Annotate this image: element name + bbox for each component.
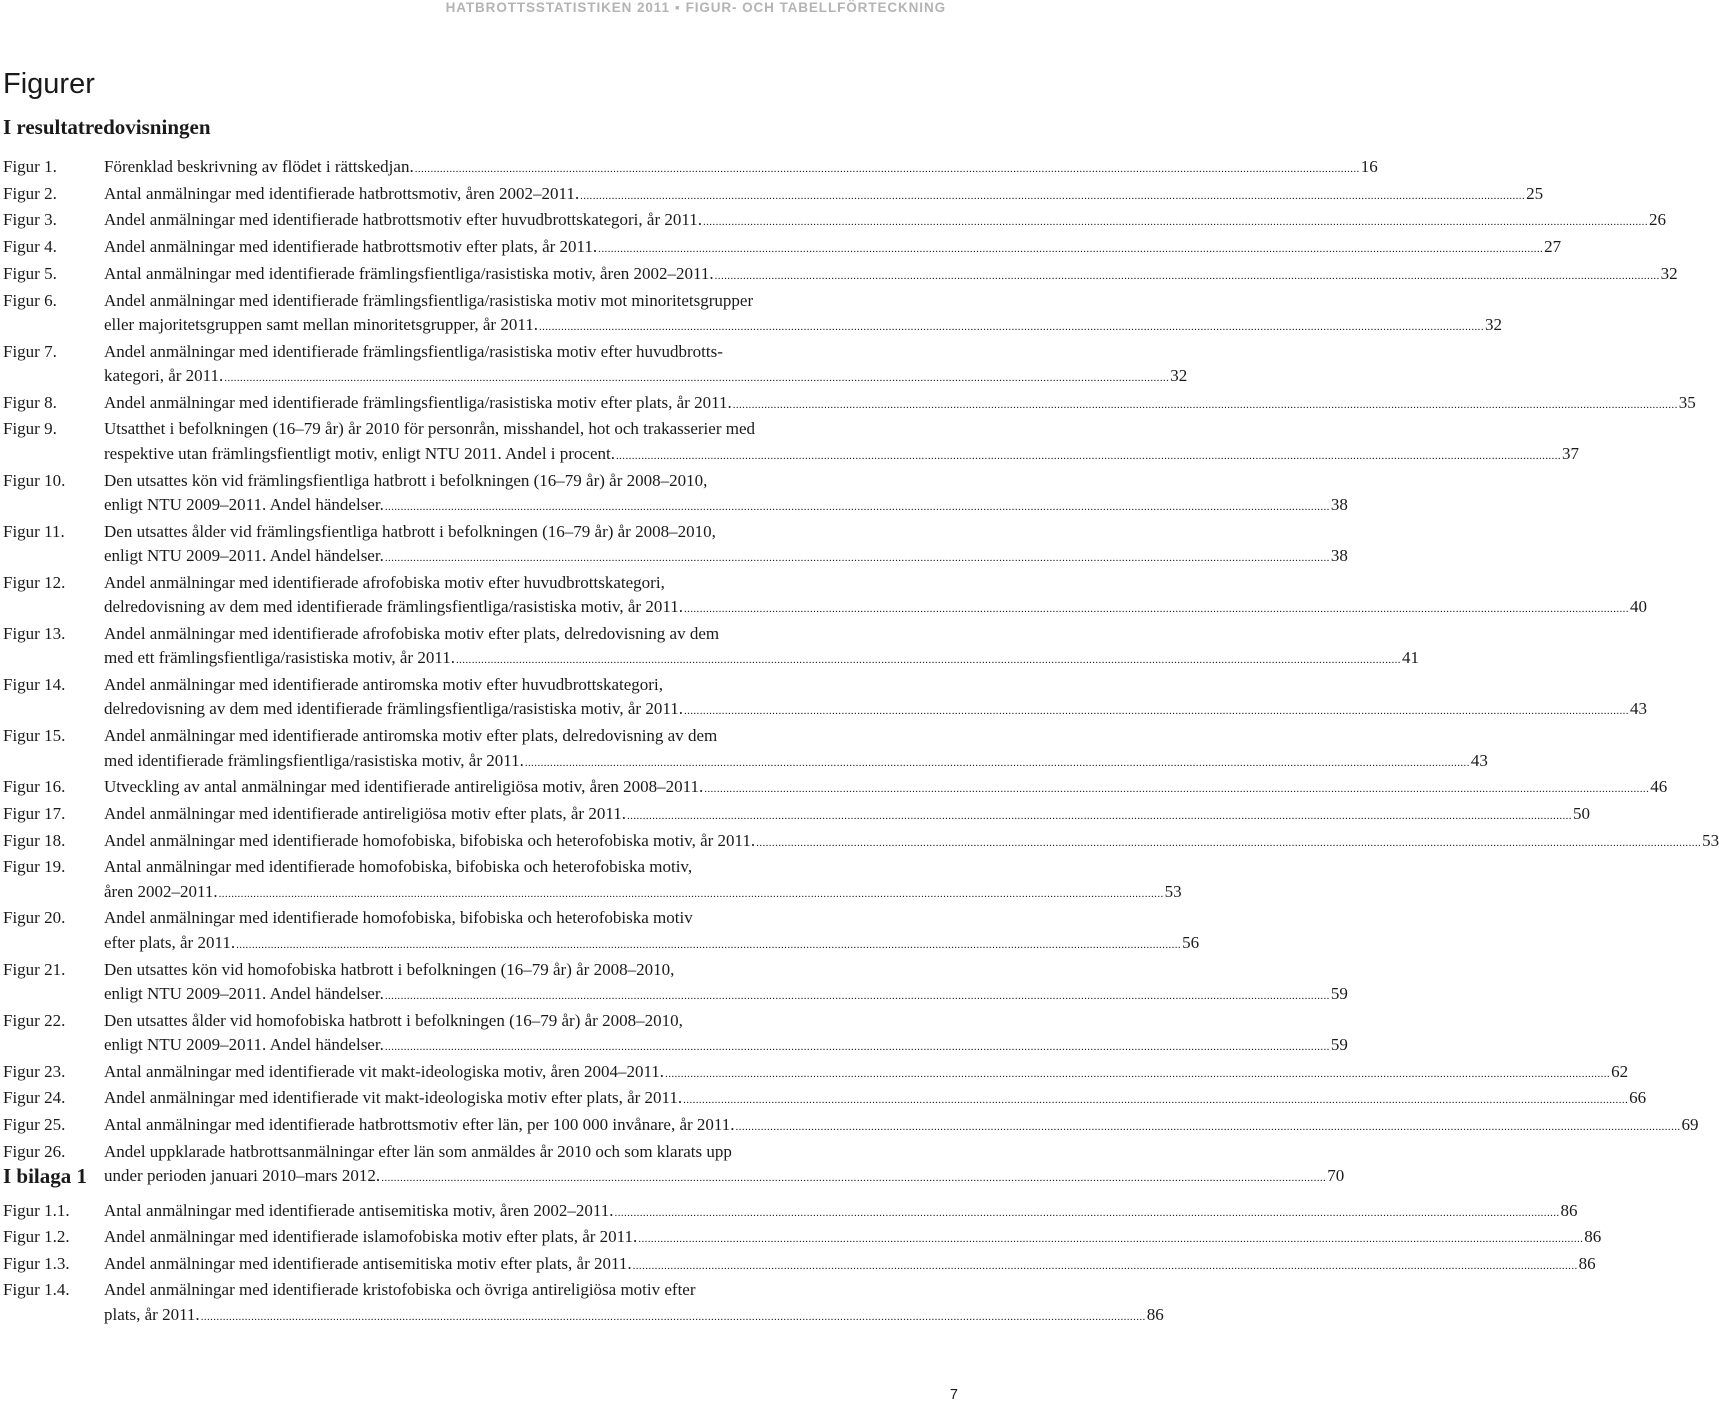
dot-leader: ............................................................................................................................................................................................................................................................................................................ <box>384 500 1330 513</box>
page-reference[interactable]: 86 <box>1584 1227 1602 1247</box>
dot-leader: ............................................................................................................................................................................................................................................................................................................ <box>538 320 1484 333</box>
caption-line <box>104 906 960 930</box>
caption-text: med ett främlingsfientliga/rasistiska motiv, år 2011. <box>104 648 455 668</box>
figure-label: Figur 21. <box>3 959 66 979</box>
figure-caption <box>104 155 1378 181</box>
toc-entry[interactable] <box>3 1278 1164 1329</box>
figure-label: Figur 12. <box>3 572 66 592</box>
caption-line <box>104 622 960 646</box>
caption-line <box>104 1033 1348 1059</box>
figure-label: Figur 15. <box>3 726 66 746</box>
figure-caption <box>104 622 1419 673</box>
figure-caption <box>104 1278 1164 1329</box>
caption-text: eller majoritetsgruppen samt mellan minoritetsgrupper, år 2011. <box>104 314 538 334</box>
figure-label: Figur 8. <box>3 392 57 412</box>
caption-line <box>104 493 1348 519</box>
figure-caption <box>104 673 1647 724</box>
dot-leader: ............................................................................................................................................................................................................................................................................................................ <box>626 809 1572 822</box>
page-reference[interactable]: 50 <box>1572 803 1590 823</box>
figure-caption <box>104 1252 1596 1278</box>
dot-leader: ............................................................................................................................................................................................................................................................................................................ <box>732 398 1678 411</box>
figure-caption <box>104 182 1544 208</box>
page-reference[interactable]: 25 <box>1526 183 1544 203</box>
caption-line <box>104 391 1696 417</box>
running-header <box>446 0 946 20</box>
toc-entry[interactable] <box>3 1060 1629 1086</box>
caption-text: Den utsattes ålder vid homofobiska hatbrott i befolkningen (16–79 år) år 2008–2010, <box>104 1010 683 1030</box>
page-reference[interactable]: 69 <box>1681 1115 1699 1135</box>
figure-caption <box>104 520 1348 571</box>
caption-line <box>104 417 960 441</box>
figure-label: Figur 3. <box>3 210 57 230</box>
dot-leader: ............................................................................................................................................................................................................................................................................................................ <box>704 783 1650 796</box>
page-reference[interactable]: 59 <box>1330 983 1348 1003</box>
page-reference[interactable]: 53 <box>1702 830 1719 850</box>
figure-caption <box>104 855 1182 906</box>
caption-line <box>104 469 960 493</box>
caption-text: Antal anmälningar med identifierade vit makt-ideologiska motiv, åren 2004–2011. <box>104 1061 665 1081</box>
caption-text: enligt NTU 2009–2011. Andel händelser. <box>104 494 384 514</box>
figure-caption <box>104 802 1590 828</box>
caption-line <box>104 1113 1699 1139</box>
figure-label: Figur 9. <box>3 419 57 439</box>
dot-leader: ............................................................................................................................................................................................................................................................................................................ <box>236 938 1182 951</box>
caption-text: Antal anmälningar med identifierade hatbrottsmotiv, åren 2002–2011. <box>104 183 580 203</box>
caption-text: Andel anmälningar med identifierade antireligiösa motiv efter plats, år 2011. <box>104 803 626 823</box>
figure-label: Figur 24. <box>3 1088 66 1108</box>
page-reference[interactable]: 26 <box>1648 210 1666 230</box>
section-title-resultatredovisningen: I resultatredovisningen <box>3 115 211 139</box>
caption-line <box>104 958 960 982</box>
page-reference[interactable]: 53 <box>1164 881 1182 901</box>
toc-entry[interactable] <box>3 855 1182 906</box>
caption-text: Utsatthet i befolkningen (16–79 år) år 2010 för personrån, misshandel, hot och trakasserier med <box>104 419 756 439</box>
caption-line <box>104 1303 1164 1329</box>
page-reference[interactable]: 38 <box>1330 494 1348 514</box>
figure-caption <box>104 775 1668 801</box>
header-separator: ▪ <box>674 0 681 15</box>
caption-line <box>104 1278 960 1302</box>
figure-label: Figur 20. <box>3 908 66 928</box>
page-reference[interactable]: 86 <box>1146 1304 1164 1324</box>
toc-entry[interactable] <box>3 571 1647 622</box>
toc-entry[interactable] <box>3 235 1562 261</box>
dot-leader: ............................................................................................................................................................................................................................................................................................................ <box>414 163 1360 175</box>
toc-entry[interactable] <box>3 622 1419 673</box>
figure-label: Figur 25. <box>3 1115 66 1135</box>
figure-caption <box>104 289 1502 340</box>
caption-text: Andel anmälningar med identifierade antisemitiska motiv efter plats, år 2011. <box>104 1253 632 1273</box>
figure-label: Figur 1.2. <box>3 1227 70 1247</box>
figure-label: Figur 17. <box>3 803 66 823</box>
page-reference[interactable]: 37 <box>1562 443 1579 463</box>
caption-text: kategori, år 2011. <box>104 366 224 386</box>
caption-text: Andel anmälningar med identifierade främlingsfientliga/rasistiska motiv efter plats, år 2011. <box>104 392 732 412</box>
toc-entry[interactable] <box>3 289 1502 340</box>
dot-leader: ............................................................................................................................................................................................................................................................................................................ <box>384 1041 1330 1054</box>
caption-text: Andel anmälningar med identifierade främlingsfientliga/rasistiska motiv efter huvudbrotts- <box>104 341 723 361</box>
figure-caption <box>104 571 1647 622</box>
dot-leader: ............................................................................................................................................................................................................................................................................................................ <box>580 189 1526 202</box>
page-reference[interactable]: 70 <box>1327 1166 1345 1186</box>
caption-line <box>104 982 1348 1008</box>
figure-caption <box>104 906 1200 957</box>
figure-label: Figur 1.4. <box>3 1280 70 1300</box>
dot-leader: ............................................................................................................................................................................................................................................................................................................ <box>683 1094 1629 1107</box>
toc-entry[interactable] <box>3 1199 1578 1225</box>
caption-text: Antal anmälningar med identifierade homofobiska, bifobiska och heterofobiska motiv, <box>104 857 693 877</box>
caption-text: åren 2002–2011. <box>104 881 218 901</box>
figure-label: Figur 7. <box>3 341 57 361</box>
caption-line <box>104 829 1719 855</box>
toc-entry[interactable] <box>3 262 1678 288</box>
caption-text: Andel anmälningar med identifierade islamofobiska motiv efter plats, år 2011. <box>104 1227 638 1247</box>
figure-label: Figur 4. <box>3 237 57 257</box>
caption-text: efter plats, år 2011. <box>104 932 236 952</box>
page-reference[interactable]: 59 <box>1330 1035 1348 1055</box>
caption-text: Andel anmälningar med identifierade hatbrottsmotiv efter huvudbrottskategori, år 2011. <box>104 210 702 230</box>
caption-text: delredovisning av dem med identifierade främlingsfientliga/rasistiska motiv, år 2011. <box>104 597 683 617</box>
caption-text: enligt NTU 2009–2011. Andel händelser. <box>104 983 384 1003</box>
caption-line <box>104 931 1200 957</box>
figure-list-bilaga-1 <box>3 1199 1602 1329</box>
caption-text: Andel anmälningar med identifierade antiromska motiv efter huvudbrottskategori, <box>104 674 663 694</box>
dot-leader: ............................................................................................................................................................................................................................................................................................................ <box>200 1310 1146 1323</box>
toc-entry[interactable] <box>3 155 1378 181</box>
caption-line <box>104 1252 1596 1278</box>
caption-text: enligt NTU 2009–2011. Andel händelser. <box>104 546 384 566</box>
dot-leader: ............................................................................................................................................................................................................................................................................................................ <box>381 1172 1327 1185</box>
caption-line <box>104 1086 1647 1112</box>
figure-caption <box>104 1140 1345 1191</box>
caption-text: Andel anmälningar med identifierade främlingsfientliga/rasistiska motiv mot minoritetsgrupper <box>104 290 754 310</box>
dot-leader: ............................................................................................................................................................................................................................................................................................................ <box>524 756 1470 769</box>
caption-line <box>104 646 1419 672</box>
figure-caption <box>104 1060 1629 1086</box>
dot-leader: ............................................................................................................................................................................................................................................................................................................ <box>702 216 1648 229</box>
caption-line <box>104 313 1502 339</box>
page-reference[interactable]: 32 <box>1484 314 1502 334</box>
toc-entry[interactable] <box>3 340 1188 391</box>
dot-leader: ............................................................................................................................................................................................................................................................................................................ <box>638 1233 1584 1246</box>
caption-text: Utveckling av antal anmälningar med identifierade antireligiösa motiv, åren 2008–2011. <box>104 777 704 797</box>
toc-entry[interactable] <box>3 802 1590 828</box>
toc-entry[interactable] <box>3 520 1348 571</box>
dot-leader: ............................................................................................................................................................................................................................................................................................................ <box>614 1207 1560 1219</box>
caption-line <box>104 262 1678 288</box>
figure-caption <box>104 208 1666 234</box>
caption-line <box>104 1164 1345 1190</box>
toc-entry[interactable] <box>3 906 1200 957</box>
caption-line <box>104 595 1647 621</box>
page-reference[interactable]: 41 <box>1401 648 1419 668</box>
caption-line <box>104 749 1488 775</box>
page-reference[interactable]: 62 <box>1611 1061 1629 1081</box>
caption-line <box>104 155 1378 181</box>
caption-line <box>104 1225 1602 1251</box>
figure-label: Figur 1.3. <box>3 1253 70 1273</box>
dot-leader: ............................................................................................................................................................................................................................................................................................................ <box>735 1121 1681 1134</box>
figure-label: Figur 13. <box>3 623 66 643</box>
caption-text: Den utsattes kön vid homofobiska hatbrott i befolkningen (16–79 år) år 2008–2010, <box>104 959 675 979</box>
caption-line <box>104 571 960 595</box>
caption-text: Andel anmälningar med identifierade afrofobiska motiv efter plats, delredovisning av dem <box>104 623 720 643</box>
toc-entry[interactable] <box>3 775 1668 801</box>
dot-leader: ............................................................................................................................................................................................................................................................................................................ <box>683 705 1629 718</box>
section-title-bilaga-1: I bilaga 1 <box>3 1164 88 1188</box>
figure-label: Figur 10. <box>3 470 66 490</box>
dot-leader: ............................................................................................................................................................................................................................................................................................................ <box>665 1067 1611 1080</box>
toc-entry[interactable] <box>3 391 1696 417</box>
page-reference[interactable]: 86 <box>1578 1253 1596 1273</box>
figure-caption <box>104 1199 1578 1225</box>
figure-label: Figur 6. <box>3 290 57 310</box>
dot-leader: ............................................................................................................................................................................................................................................................................................................ <box>384 989 1330 1002</box>
toc-entry[interactable] <box>3 182 1544 208</box>
figure-caption <box>104 262 1678 288</box>
caption-text: delredovisning av dem med identifierade främlingsfientliga/rasistiska motiv, år 2011. <box>104 699 683 719</box>
figure-caption <box>104 1009 1348 1060</box>
dot-leader: ............................................................................................................................................................................................................................................................................................................ <box>756 836 1702 849</box>
toc-entry[interactable] <box>3 1113 1699 1139</box>
caption-line <box>104 340 960 364</box>
caption-text: plats, år 2011. <box>104 1304 200 1324</box>
caption-text: Andel anmälningar med identifierade kristofobiska och övriga antireligiösa motiv efter <box>104 1280 696 1300</box>
toc-entry[interactable] <box>3 958 1348 1009</box>
caption-text: Andel anmälningar med identifierade vit makt-ideologiska motiv efter plats, år 2011. <box>104 1088 683 1108</box>
caption-line <box>104 1140 960 1164</box>
header-section: FIGUR- OCH TABELLFÖRTECKNING <box>685 0 946 15</box>
page-reference[interactable]: 32 <box>1660 263 1678 283</box>
dot-leader: ............................................................................................................................................................................................................................................................................................................ <box>384 552 1330 565</box>
toc-entry[interactable] <box>3 1086 1647 1112</box>
caption-text: Andel uppklarade hatbrottsanmälningar efter län som anmäldes år 2010 och som klarats upp <box>104 1141 732 1161</box>
dot-leader: ............................................................................................................................................................................................................................................................................................................ <box>616 449 1561 462</box>
caption-line <box>104 289 960 313</box>
caption-line <box>104 520 960 544</box>
figure-label: Figur 16. <box>3 777 66 797</box>
toc-entry[interactable] <box>3 1140 1345 1191</box>
page-reference[interactable]: 27 <box>1544 237 1562 257</box>
figure-caption <box>104 417 1579 468</box>
caption-text: Förenklad beskrivning av flödet i rättskedjan. <box>104 157 414 176</box>
caption-text: enligt NTU 2009–2011. Andel händelser. <box>104 1035 384 1055</box>
page-reference[interactable]: 43 <box>1470 750 1488 770</box>
figure-label: Figur 18. <box>3 830 66 850</box>
page-reference[interactable]: 35 <box>1678 392 1696 412</box>
page-reference[interactable]: 66 <box>1629 1088 1647 1108</box>
toc-entry[interactable] <box>3 469 1348 520</box>
toc-entry[interactable] <box>3 1009 1348 1060</box>
caption-text: Den utsattes kön vid främlingsfientliga hatbrott i befolkningen (16–79 år) år 2008–2010, <box>104 470 708 490</box>
figure-label: Figur 22. <box>3 1010 66 1030</box>
caption-text: Antal anmälningar med identifierade hatbrottsmotiv efter län, per 100 000 invånare, år 2011. <box>104 1115 735 1135</box>
toc-entry[interactable] <box>3 208 1666 234</box>
caption-text: Antal anmälningar med identifierade antisemitiska motiv, åren 2002–2011. <box>104 1201 614 1220</box>
toc-entry[interactable] <box>3 1252 1596 1278</box>
figure-caption <box>104 391 1696 417</box>
page-title: Figurer <box>3 68 95 100</box>
caption-text: Andel anmälningar med identifierade hatbrottsmotiv efter plats, år 2011. <box>104 237 598 257</box>
page-reference[interactable]: 38 <box>1330 546 1348 566</box>
figure-list-resultatredovisningen <box>3 155 1719 1191</box>
toc-entry[interactable] <box>3 673 1647 724</box>
caption-line <box>104 855 960 879</box>
dot-leader: ............................................................................................................................................................................................................................................................................................................ <box>632 1259 1578 1272</box>
figure-caption <box>104 829 1719 855</box>
page-number: 7 <box>949 1387 958 1403</box>
page-reference[interactable]: 46 <box>1650 777 1668 797</box>
toc-entry[interactable] <box>3 417 1579 468</box>
toc-entry[interactable] <box>3 829 1719 855</box>
caption-line <box>104 364 1188 390</box>
caption-text: Andel anmälningar med identifierade homofobiska, bifobiska och heterofobiska motiv <box>104 908 693 928</box>
page-reference[interactable]: 16 <box>1360 157 1378 176</box>
caption-line <box>104 208 1666 234</box>
dot-leader: ............................................................................................................................................................................................................................................................................................................ <box>714 269 1660 282</box>
caption-line <box>104 1060 1629 1086</box>
dot-leader: ............................................................................................................................................................................................................................................................................................................ <box>218 887 1164 900</box>
figure-caption <box>104 1113 1699 1139</box>
figure-caption <box>104 340 1188 391</box>
header-publication: HATBROTTSSTATISTIKEN 2011 <box>445 0 670 15</box>
page-reference[interactable]: 43 <box>1629 699 1647 719</box>
caption-line <box>104 802 1590 828</box>
figure-label: Figur 11. <box>3 521 65 541</box>
page-reference[interactable]: 40 <box>1629 597 1647 617</box>
caption-line <box>104 544 1348 570</box>
figure-caption <box>104 724 1488 775</box>
figure-caption <box>104 958 1348 1009</box>
dot-leader: ............................................................................................................................................................................................................................................................................................................ <box>224 372 1170 385</box>
figure-label: Figur 19. <box>3 857 66 877</box>
figure-label: Figur 1.1. <box>3 1201 70 1220</box>
figure-caption <box>104 235 1562 261</box>
caption-line <box>104 697 1647 723</box>
caption-line <box>104 442 1579 468</box>
figure-label: Figur 5. <box>3 263 57 283</box>
figure-label: Figur 26. <box>3 1141 66 1161</box>
page-reference[interactable]: 32 <box>1170 366 1188 386</box>
caption-line <box>104 724 960 748</box>
caption-text: Andel anmälningar med identifierade antiromska motiv efter plats, delredovisning av dem <box>104 726 718 746</box>
figure-label: Figur 14. <box>3 674 66 694</box>
caption-line <box>104 1199 1578 1225</box>
caption-text: Den utsattes ålder vid främlingsfientliga hatbrott i befolkningen (16–79 år) år 2008–2010, <box>104 521 716 541</box>
caption-text: Andel anmälningar med identifierade homofobiska, bifobiska och heterofobiska motiv, år 2011. <box>104 830 756 850</box>
caption-line <box>104 182 1544 208</box>
caption-text: respektive utan främlingsfientligt motiv, enligt NTU 2011. Andel i procent. <box>104 443 615 463</box>
dot-leader: ............................................................................................................................................................................................................................................................................................................ <box>683 603 1629 616</box>
caption-text: Andel anmälningar med identifierade afrofobiska motiv efter huvudbrottskategori, <box>104 572 665 592</box>
toc-entry[interactable] <box>3 1225 1602 1251</box>
caption-line <box>104 673 960 697</box>
figure-label: Figur 23. <box>3 1061 66 1081</box>
figure-caption <box>104 1225 1602 1251</box>
caption-line <box>104 880 1182 906</box>
page-reference[interactable]: 86 <box>1560 1201 1578 1220</box>
dot-leader: ............................................................................................................................................................................................................................................................................................................ <box>598 243 1544 256</box>
caption-text: Antal anmälningar med identifierade främlingsfientliga/rasistiska motiv, åren 2002–2011. <box>104 263 714 283</box>
caption-text: med identifierade främlingsfientliga/rasistiska motiv, år 2011. <box>104 750 524 770</box>
caption-line <box>104 235 1562 261</box>
figure-label: Figur 2. <box>3 183 57 203</box>
figure-caption <box>104 469 1348 520</box>
page-reference[interactable]: 56 <box>1182 932 1200 952</box>
caption-line <box>104 1009 960 1033</box>
caption-text: under perioden januari 2010–mars 2012. <box>104 1166 381 1186</box>
dot-leader: ............................................................................................................................................................................................................................................................................................................ <box>455 654 1401 667</box>
toc-entry[interactable] <box>3 724 1488 775</box>
caption-line <box>104 775 1668 801</box>
figure-label: Figur 1. <box>3 157 57 176</box>
figure-caption <box>104 1086 1647 1112</box>
